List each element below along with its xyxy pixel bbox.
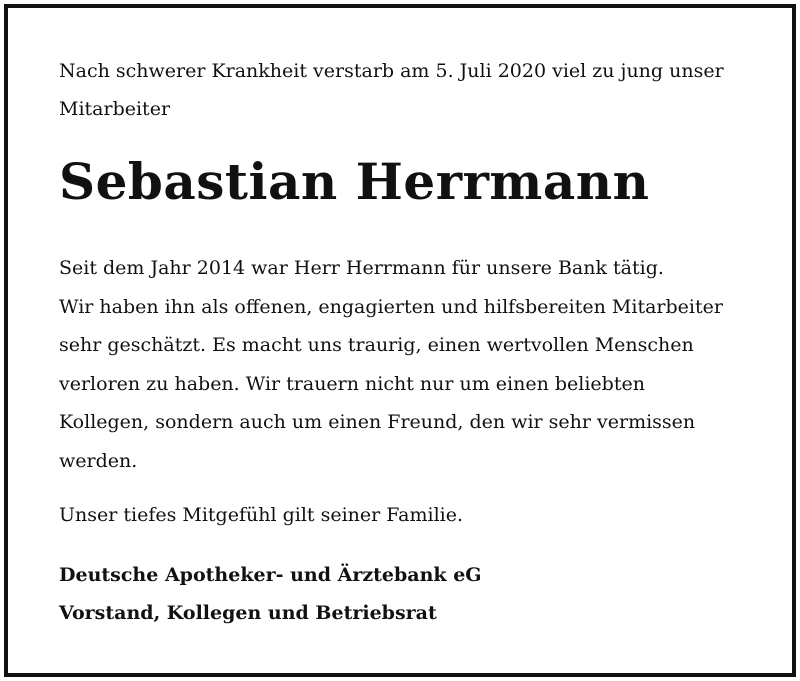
intro-text: [59, 52, 759, 128]
condolence-text: Unser tiefes Mitgefühl gilt seiner Familie.: [59, 504, 464, 526]
notice-frame: [4, 4, 796, 677]
tribute-line: Wir haben ihn als offenen, engagierten und hilfsbereiten Mitarbeiter: [59, 295, 723, 318]
tribute-line: Kollegen, sondern auch um einen Freund, den wir sehr vermissen: [59, 411, 696, 433]
signature-organization: Deutsche Apotheker- und Ärztebank eG: [59, 564, 482, 586]
intro-line-1: Nach schwerer Krankheit verstarb am 5. Juli 2020 viel zu jung unser: [59, 60, 724, 82]
tribute-text: [59, 249, 759, 480]
deceased-name: Sebastian Herrmann: [59, 152, 650, 211]
intro-line-2: Mitarbeiter: [59, 98, 171, 120]
tribute-line: Seit dem Jahr 2014 war Herr Herrmann für unsere Bank tätig.: [59, 257, 664, 279]
signature-block: [59, 556, 759, 632]
tribute-line: verloren zu haben. Wir trauern nicht nur um einen beliebten: [59, 372, 645, 395]
tribute-line: sehr geschätzt. Es macht uns traurig, einen wertvollen Menschen: [59, 334, 694, 356]
tribute-line: werden.: [59, 449, 138, 472]
signature-signatories: Vorstand, Kollegen und Betriebsrat: [59, 602, 437, 624]
notice-content: [59, 52, 759, 632]
